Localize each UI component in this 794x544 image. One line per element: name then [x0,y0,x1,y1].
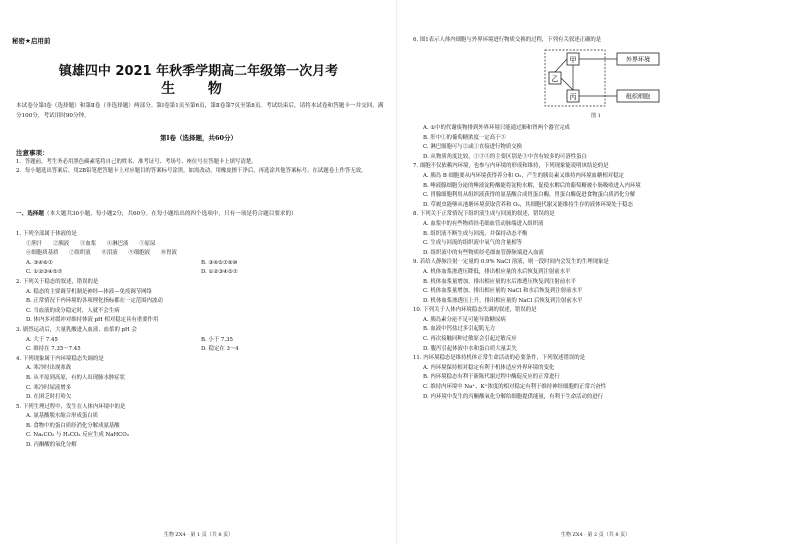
option: B. 机体血浆量增加，排出相应量的水后渗透压恢复到注射前水平 [423,278,576,285]
option: B. 食物中的蛋白质经消化分解成氨基酸 [26,422,120,429]
question-stem: 9. 若给人静脉注射一定量的 0.9% NaCl 溶液，则一段时间内会发生的生理现象是 [413,259,609,266]
option: A. 内环境保持相对稳定有利于机体适应外界环境的变化 [423,364,555,371]
question-stem: 11. 内环境稳态是维持机体正常生命活动的必要条件，下列叙述错误的是 [413,355,586,362]
option: C. 胃腺细胞利用从组织液获得的氨基酸合成胃蛋白酶，胃蛋白酶促进食物蛋白质消化分解 [423,192,636,199]
option: B. 小于 7.35 [201,336,233,343]
option: A. ③④⑥⑦ [26,259,53,266]
option: A. 大于 7.45 [26,336,58,343]
section-description: （本大题共30小题，每小题2分，共60分。在每小题给出的四个选项中，只有一项是符合题目要求的） [43,211,297,217]
option: D. 在困乏时打哈欠 [26,394,72,401]
figure-1-diagram [543,48,663,108]
option: B. 内环境稳态有利于新陈代谢过程中酶促反应的正常进行 [423,374,560,381]
option: D. 腹泻引起体液中水和蛋白质大量丢失 [423,345,517,352]
question-stem: 3. 剧烈运动后，大量乳酸进入血液，血浆的 pH 会 [16,326,137,333]
left-questions [16,230,386,451]
option: D. 草履虫能够从池塘环境获取营养和 O₂，其细胞代谢又能维持生存的液体环境处于稳态 [423,201,633,208]
option: A. 氨基酸脱水缩合形成蛋白质 [26,413,99,420]
option: A. 血浆中的有些物质经毛细血管动脉端进入组织液 [423,220,544,227]
question-stem: 8. 下列关于正常情况下组织液生成与回流的叙述，错误的是 [413,211,555,218]
question-stem: 7. 细胞不仅依赖内环境，也参与内环境的形成和维持，下列现象能说明该结论的是 [413,163,609,170]
option-row [16,336,386,346]
option: A. ①中的代谢废物排到外界环境只能通过肺和肾两个器官完成 [423,125,570,131]
option: A. 寒冷时出现寒战 [26,365,72,372]
option: C. 当血液的成分稳定时，人就不会生病 [26,307,120,314]
figure-caption: 图 1 [591,113,601,119]
question-stem: 4. 下列现象属于内环境稳态失调的是 [16,355,104,362]
option: C. 机体血浆量增加，排出相应量的 NaCl 和水后恢复到注射前水平 [423,288,583,295]
question-stem: 10. 下列关于人体内环境稳态失调的叙述，错误的是 [413,307,537,314]
option: A. 胰岛 B 细胞要从内环境获得养分和 O₂，产生的胰岛素又维持内环境血糖相对稳定 [423,172,624,179]
option: D. 体内多对缓冲对维持体液 pH 相对稳定具有重要作用 [26,317,159,324]
option: C. 生成与回流的组织液中氧气的含量相等 [423,240,523,247]
option: D. 丙酮酸的氧化分解 [26,442,77,449]
page-footer: 生物 ZX4 · 第 2 页（共 8 页） [560,532,631,538]
question-stem: 5. 下列生理过程中，发生在人体内环境中的是 [16,403,126,410]
option: C. 淋巴细胞可与②或①直接进行物质交换 [423,144,523,151]
notes-heading: 注意事项： [16,149,49,157]
exam-title: 镇雄四中 2021 年秋季学期高二年级第一次月考 [58,64,339,79]
option-row [16,268,386,278]
option: B. 从平原到高原，有的人出现肺水肿症状 [26,374,126,381]
note-item: 2．每小题选出答案后，用2B铅笔把答题卡上对应题目的答案标号涂黑。如需改动，用橡皮擦干净后，再选涂其他答案标号。在试题卷上作答无效。 [16,168,367,174]
question-line: ①胆汁 ②胰液 ③血浆 ④淋巴液 ⑤原尿 [26,240,156,247]
option: B. ③④⑤⑦⑨⑩ [201,259,238,266]
option: C. 维持在 7.35～7.45 [26,346,81,353]
option: C. 维持内环境中 Na⁺、K⁺浓度的相对稳定有利于维持神经细胞的正常兴奋性 [423,384,607,391]
subject-title: 生 物 [161,81,236,97]
option: D. 稳定在 3～4 [201,346,239,353]
option: D. 从物质角度比较，①③③的主要区别是③中含有较多的可溶性蛋白 [423,153,587,160]
option: B. 肝中①的葡萄糖浓度一定高于③ [423,134,506,141]
section-title: 一、选择题 [16,211,44,217]
exam-intro: 本试卷分第Ⅰ卷（选择题）和第Ⅱ卷（非选择题）两部分。第Ⅰ卷第1页至第6页，第Ⅱ卷第7页至第8页。考试结束后，请将本试卷和答题卡一并交回。满分100分，考试用时90分钟。 [16,103,384,119]
option: C. ①②③④⑤⑦ [26,269,63,276]
option: A. 胰岛素分泌不足可能导致糖尿病 [423,316,506,323]
label-external-environment: 外界环境 [625,56,651,64]
option: C. Na₂CO₃ 与 H₂CO₃ 反应生成 NaHCO₃ [26,432,129,439]
question-stem: 6. 图1表示人体内细胞与外界环境进行物质交换的过程，下列有关叙述正确的是 [413,37,602,43]
part-heading: 第Ⅰ卷（选择题，共60分） [159,134,238,142]
q6-stem-block [413,36,783,46]
notes-list [16,158,386,176]
right-questions [413,124,783,402]
option: A. 机体血浆渗透压降低，排出相应量的水后恢复到注射前水平 [423,268,571,275]
option: A. 稳态的主要调节机制是神经—体液—免疫调节网络 [26,288,152,295]
option: D. 内环境中发生的丙酮酸氧化分解给细胞提供能量，有利于生命活动的进行 [423,393,604,400]
question-stem: 1. 下列全部属于体液的是 [16,231,77,237]
question-line: ⑥细胞质基质 ⑦组织液 ⑧泪液 ⑨细胞液 ⑩胃液 [26,250,177,257]
option: B. 血液中钙盐过多引起肌无力 [423,326,496,333]
confidential-mark: 秘密★启用前 [12,37,51,45]
option: D. 组织液中的有些物质经毛细血管静脉端进入血液 [423,249,544,256]
page-footer: 生物 ZX4 · 第 1 页（共 8 页） [163,532,234,538]
arrow-line [561,78,573,90]
arrow-line [555,59,567,72]
option-row [16,259,386,269]
option: B. 正常情况下内环境的各项理化指标都在一定范围内波动 [26,298,163,305]
label-jia: 甲 [569,56,577,64]
note-item: 1．答题前，考生务必用黑色碳素笔将自己的姓名、准考证号、考场号、座位号在答题卡上填写清楚。 [16,159,257,165]
option: C. 寒冷时尿液增多 [26,384,72,391]
label-tissue-cells: 组织细胞 [625,93,651,101]
question-stem: 2. 下列关于稳态的叙述，错误的是 [16,278,99,285]
right-page [397,0,794,544]
option: D. ①②③④⑤⑦ [201,269,238,276]
option: D. 机体血浆渗透压上升，排出相应量的 NaCl 后恢复到注射前水平 [423,297,583,304]
label-yi: 乙 [551,75,559,83]
option: B. 唾液腺细胞分泌的唾液淀粉酶能将淀粉水解，促使水解后的葡萄糖被小肠吸收进入内环境 [423,182,641,189]
option-row [16,345,386,355]
label-bing: 丙 [569,93,577,101]
option: B. 组织液不断生成与回流，并保持动态平衡 [423,230,528,237]
option: C. 再次接触同种过敏原会引起过敏反应 [423,336,517,343]
section-heading [16,210,386,219]
